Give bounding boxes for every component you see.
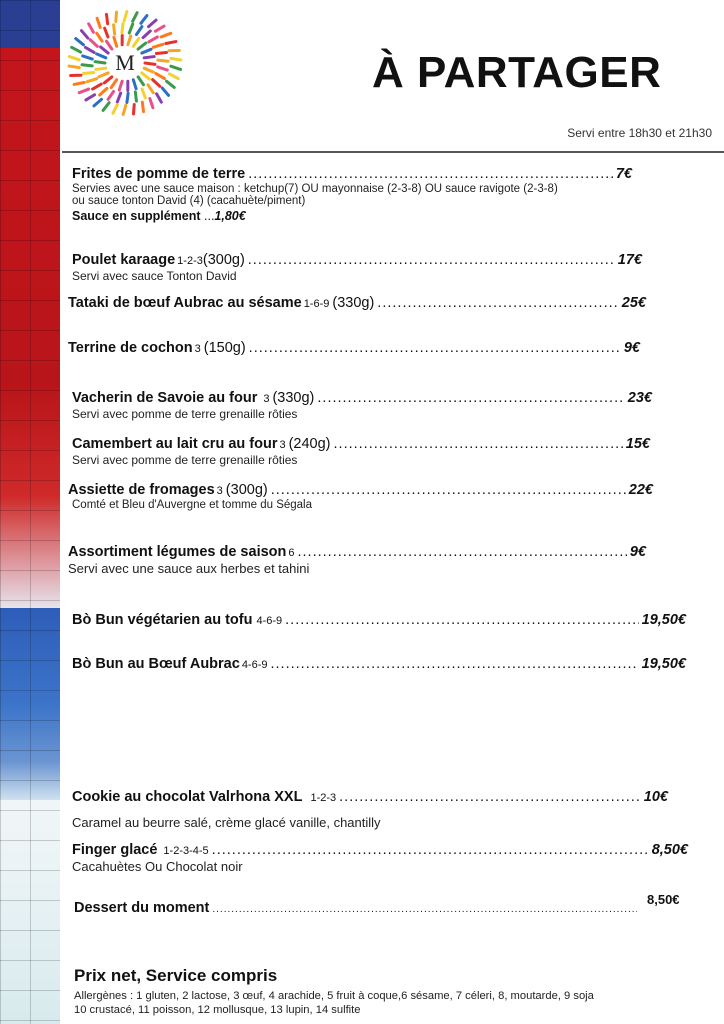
logo-ray [95, 62, 105, 63]
footer-title: Prix net, Service compris [74, 966, 278, 985]
item-price: 25€ [621, 295, 646, 311]
item-name: Vacherin de Savoie au four [72, 390, 258, 406]
logo-ray [83, 56, 93, 59]
menu-item: Tataki de bœuf Aubrac au sésame 1-6-9 (330g) ..... 25€ [68, 295, 646, 311]
logo-ray [90, 40, 97, 47]
item-name: Tataki de bœuf Aubrac au sésame [68, 295, 302, 311]
item-price: 9€ [629, 544, 646, 560]
item-description: Caramel au beurre salé, crème glacé vanille, chantilly [72, 815, 381, 830]
logo-ray [81, 31, 87, 38]
supplement-label: Sauce en supplément [72, 209, 201, 223]
logo-ray [74, 83, 84, 85]
logo-ray [103, 103, 109, 111]
logo-ray [108, 91, 113, 99]
logo-ray [169, 74, 178, 79]
logo-ray [104, 77, 112, 83]
logo-ray [124, 12, 127, 21]
logo-ray [97, 18, 100, 27]
logo-ray [153, 80, 160, 87]
item-price: 19,50€ [641, 656, 686, 672]
logo-ray [142, 102, 143, 111]
logo-ray [69, 57, 79, 60]
logo-ray [93, 84, 102, 89]
logo-ray [143, 31, 150, 38]
logo-ray [106, 14, 107, 23]
logo-ray [79, 89, 89, 93]
logo-ray [72, 47, 81, 52]
menu-item: Bò Bun au Bœuf Aubrac 4-6-9 ..... 19,50€ [72, 656, 686, 672]
logo-ray [149, 37, 158, 42]
logo-ray [127, 93, 128, 102]
item-price: 9€ [623, 340, 640, 356]
logo-ray [86, 95, 95, 100]
item-description: Servi avec pomme de terre grenaille rôties [72, 407, 298, 421]
logo-ray [136, 27, 141, 35]
item-price: 23€ [627, 390, 652, 406]
item-name: Finger glacé [72, 842, 158, 858]
item-price: 19,50€ [641, 612, 686, 628]
page-title: À PARTAGER [372, 48, 662, 97]
item-description: Servies avec une sauce maison : ketchup(7) OU mayonnaise (2-3-8) OU sauce ravigote (2-3-8) [72, 183, 558, 195]
logo-ray [96, 68, 106, 69]
logo-ray [144, 68, 153, 72]
logo-ray [113, 105, 117, 114]
menu-item: Assortiment légumes de saison 6 ..... 9€ Servi avec une sauce aux herbes et tahini [68, 544, 646, 576]
logo-ray [82, 65, 92, 66]
logo-ray [141, 16, 147, 24]
logo-ray [105, 28, 108, 37]
logo-ray [114, 37, 117, 46]
logo-ray [153, 44, 163, 47]
item-price: 10€ [643, 789, 668, 805]
logo-ray [135, 92, 136, 101]
header-divider [62, 151, 724, 153]
logo-ray [133, 104, 134, 113]
logo-ray [117, 93, 120, 102]
logo-ray [97, 33, 102, 41]
logo-ray [69, 66, 79, 68]
item-name: Assiette de fromages [68, 482, 215, 498]
logo-ray [97, 54, 106, 58]
logo-ray [166, 42, 176, 44]
item-price: 22€ [628, 482, 653, 498]
service-hours: Servi entre 18h30 et 21h30 [567, 126, 712, 140]
menu-item: Poulet karaage 1-2-3 (300g) ..... 17€ Servi avec sauce Tonton David [72, 252, 642, 283]
logo-ray [133, 13, 137, 22]
menu-item: Assiette de fromages 3 (300g) ..... 22€ Comté et Bleu d'Auvergne et tomme du Ségala [68, 482, 653, 511]
logo-ray [149, 20, 156, 27]
item-name: Assortiment légumes de saison [68, 544, 287, 560]
item-name: Cookie au chocolat Valrhona XXL [72, 789, 303, 805]
menu-item: Bò Bun végétarien au tofu 4-6-9 ..... 19,50€ [72, 612, 686, 628]
logo-ray [138, 43, 146, 49]
logo-ray [111, 80, 117, 88]
logo-ray [161, 33, 171, 37]
item-description: Comté et Bleu d'Auvergne et tomme du Ségala [72, 499, 313, 511]
dessert-item: Cookie au chocolat Valrhona XXL 1-2-3 ..... 10€ Caramel au beurre salé, crème glacé vanille, chantilly [72, 789, 668, 830]
item-description: Cacahuètes Ou Chocolat noir [72, 859, 243, 874]
item-description: Servi avec sauce Tonton David [72, 269, 237, 283]
logo-ray [116, 12, 117, 21]
item-name: Terrine de cochon [68, 340, 193, 356]
tile-grid [0, 0, 60, 1024]
logo-ray [87, 79, 97, 82]
logo-ray [119, 81, 122, 90]
logo-ray [100, 88, 107, 95]
item-name: Frites de pomme de terre [72, 166, 246, 182]
logo-ray [158, 67, 168, 70]
logo-ray [89, 24, 94, 32]
logo-ray [157, 94, 162, 102]
logo-ray [156, 52, 166, 53]
item-description: Servi avec une sauce aux herbes et tahini [68, 561, 310, 576]
logo-ray [133, 38, 139, 46]
item-name: Poulet karaage [72, 252, 176, 268]
logo-ray [129, 24, 132, 33]
restaurant-logo [62, 4, 188, 122]
logo-ray [158, 60, 168, 61]
logo-ray [76, 39, 84, 45]
logo-ray [94, 99, 101, 106]
menu-item: Camembert au lait cru au four 3 (240g) ..... 15€ Servi avec pomme de terre grenaille rôties [72, 436, 650, 467]
decorative-tile-strip [0, 0, 60, 1024]
logo-ray [84, 73, 94, 74]
logo-ray [162, 88, 168, 95]
allergen-list: Allergènes : 1 gluten, 2 lactose, 3 œuf, 4 arachide, 5 fruit à coque,6 sésame, 7 céleri, 8, moutarde, 9 soja 10 crustacé, 11 poisson, 12 mollusque, 13 lupin, 14 sulfite [74, 990, 594, 1016]
logo-ray [142, 73, 150, 79]
logo-ray [128, 36, 131, 45]
item-price: 8,50€ [647, 892, 680, 907]
item-name: Dessert du moment [74, 900, 210, 916]
logo-ray [123, 105, 126, 114]
logo-letter: M [115, 50, 135, 75]
menu-item: Terrine de cochon 3 (150g) ..... 9€ [68, 340, 640, 356]
logo-ray [133, 80, 136, 89]
logo-ray [171, 66, 181, 69]
menu-item: Vacherin de Savoie au four 3 (330g) ..... 23€ Servi avec pomme de terre grenaille rôties [72, 390, 652, 421]
item-name: Bò Bun au Bœuf Aubrac [72, 656, 240, 672]
item-description-2: ou sauce tonton David (4) (cacahuète/piment) [72, 195, 306, 207]
logo-ray [144, 57, 154, 58]
logo-ray [167, 81, 175, 87]
supplement: Sauce en supplément ...1,80€ [72, 209, 246, 223]
logo-ray [101, 47, 109, 53]
item-price: 15€ [625, 436, 650, 452]
logo-ray [145, 63, 155, 64]
item-name: Bò Bun végétarien au tofu [72, 612, 253, 628]
logo-ray [142, 49, 151, 53]
supplement-price: 1,80€ [214, 209, 246, 223]
dessert-item: Finger glacé 1-2-3-4-5 ..... 8,50€ Cacahuètes Ou Chocolat noir [72, 842, 688, 874]
logo-ray [85, 47, 94, 52]
item-price: 17€ [617, 252, 642, 268]
logo-ray [156, 74, 165, 79]
logo-ray [99, 73, 108, 77]
item-description: Servi avec pomme de terre grenaille rôties [72, 453, 298, 467]
logo-ray [148, 85, 153, 93]
item-name: Camembert au lait cru au four [72, 436, 278, 452]
logo-ray [138, 77, 143, 85]
logo-ray [114, 25, 115, 34]
logo-ray [142, 89, 145, 98]
dessert-item [74, 900, 640, 916]
menu-item [72, 166, 632, 223]
logo-ray [107, 41, 112, 49]
item-price: 8,50€ [651, 842, 688, 858]
logo-ray [155, 26, 164, 31]
logo-ray [150, 99, 153, 108]
logo-ray [171, 58, 181, 60]
item-price: 7€ [615, 166, 632, 182]
logo-ray [122, 23, 123, 32]
